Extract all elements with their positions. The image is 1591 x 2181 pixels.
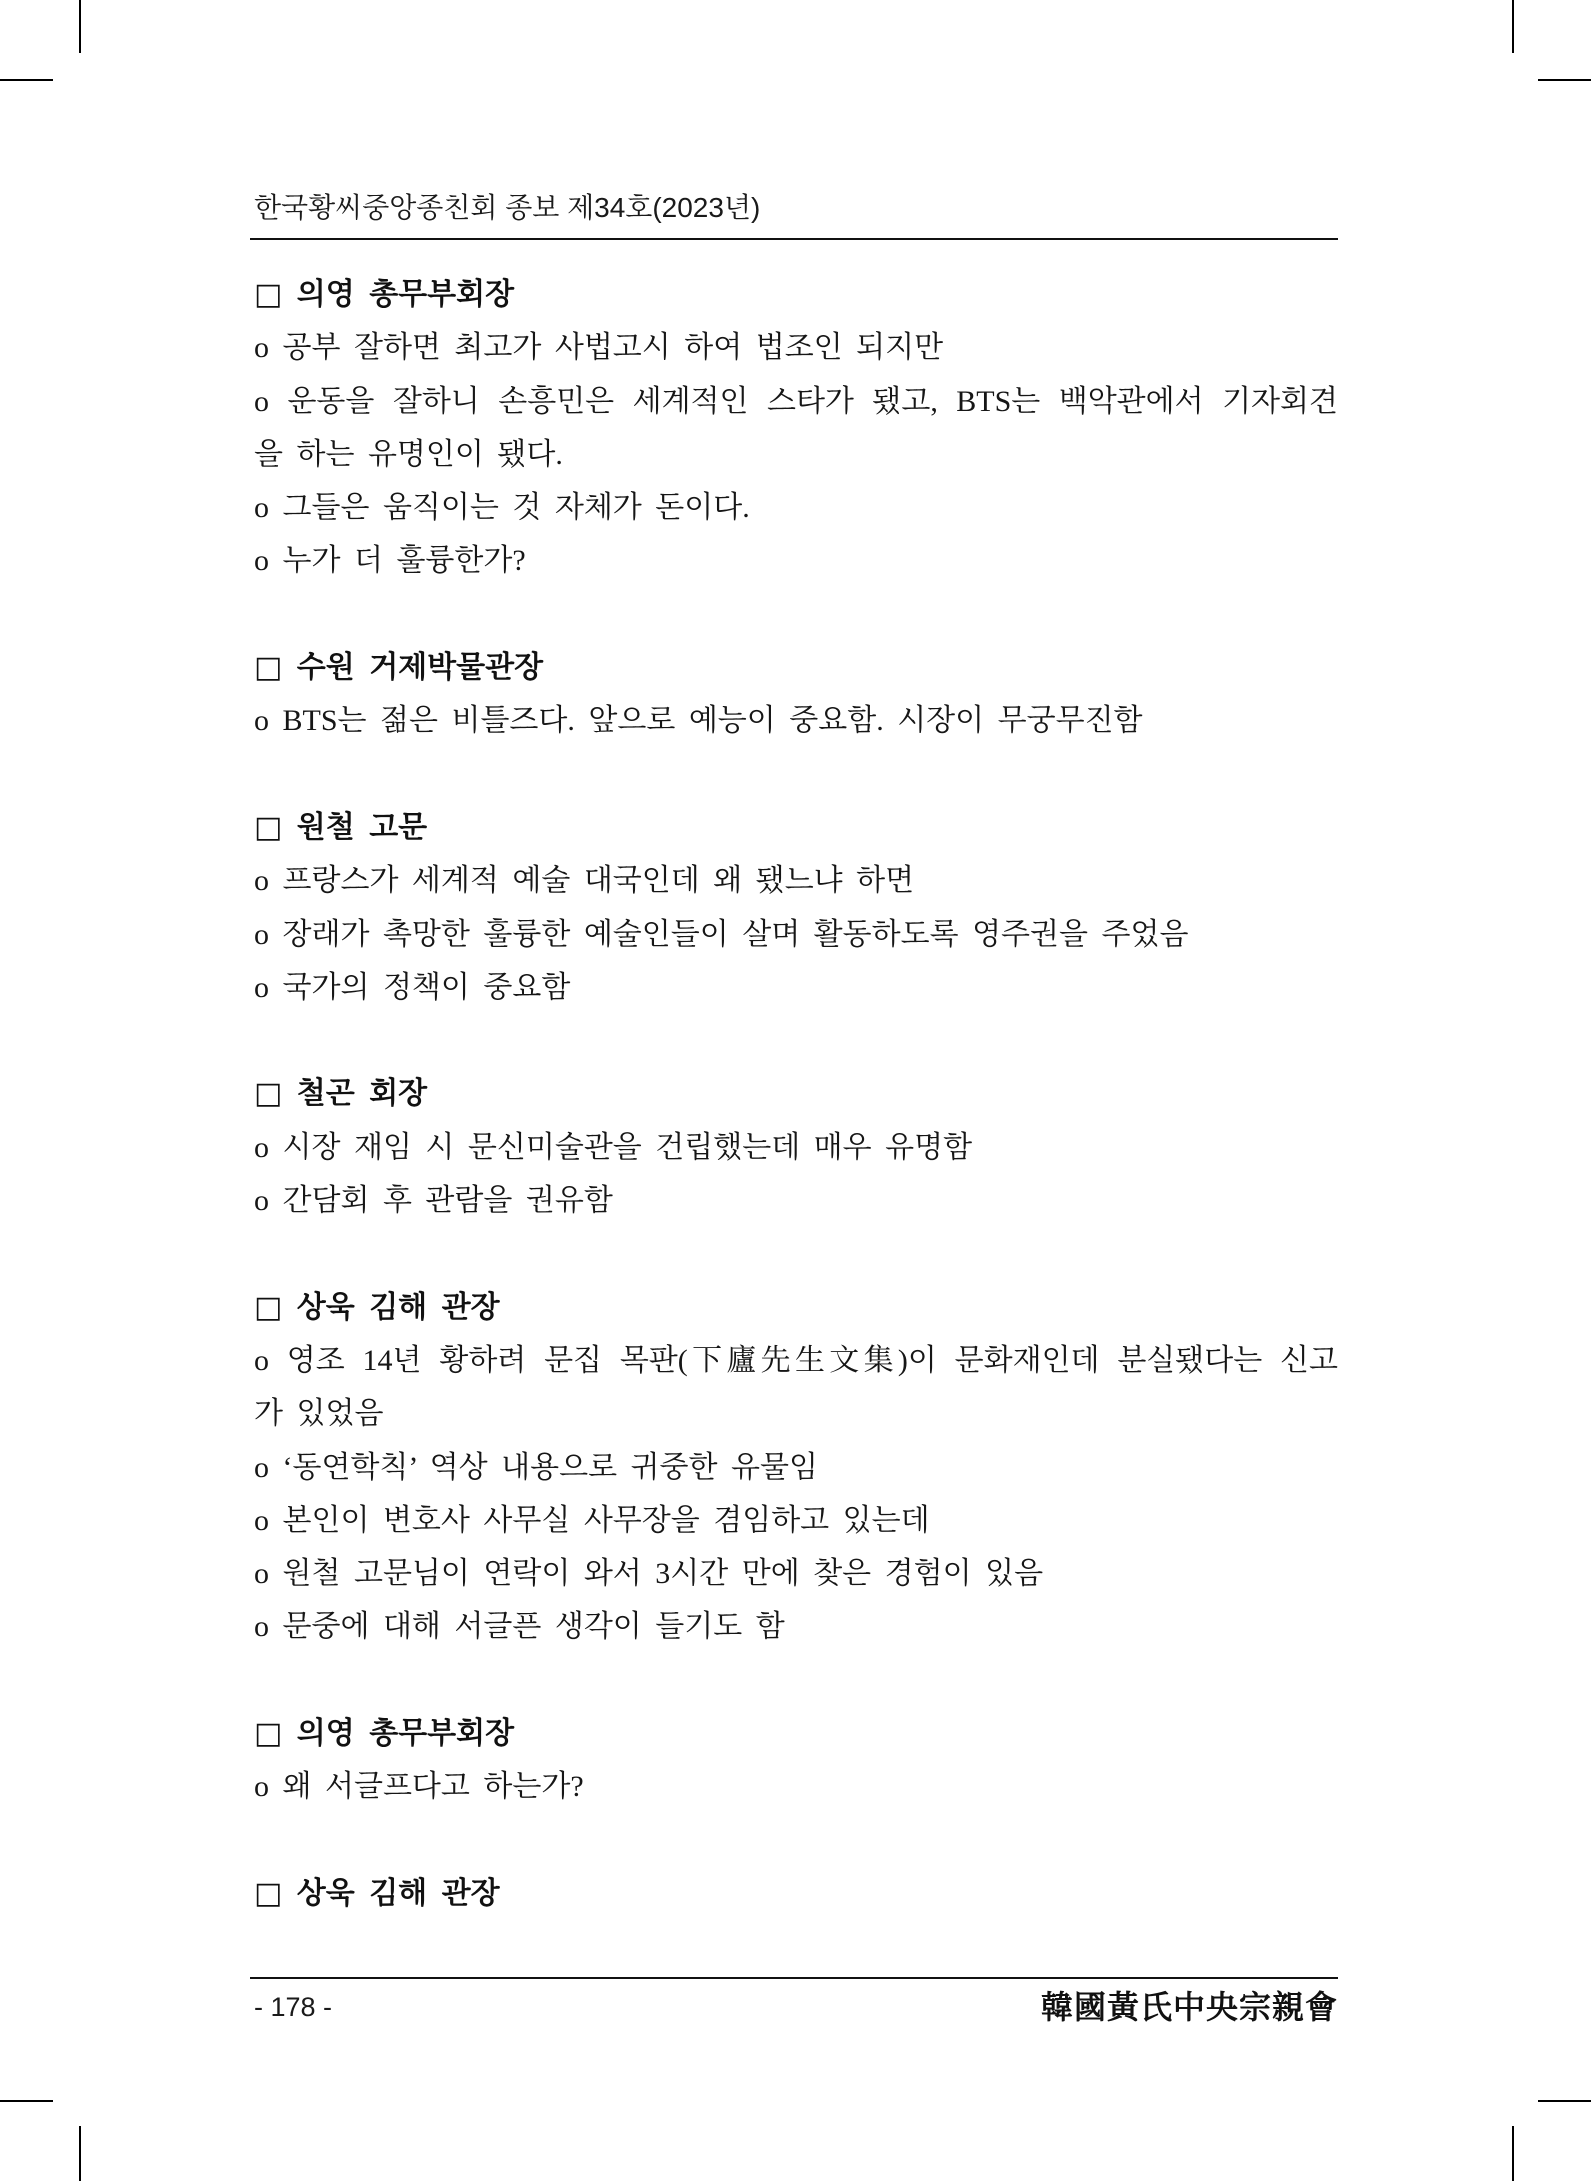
section-heading: □ 수원 거제박물관장 xyxy=(254,650,544,686)
body-line-continuation: 가 있었음 xyxy=(254,1397,384,1431)
crop-mark-bottom-left-vertical xyxy=(79,2126,81,2181)
section-3 xyxy=(254,801,1338,1014)
section-7 xyxy=(254,1867,1338,1920)
body-line-continuation: 을 하는 유명인이 됐다. xyxy=(254,437,563,471)
section-heading: □ 원철 고문 xyxy=(254,809,428,845)
section-2 xyxy=(254,641,1338,748)
section-heading: □ 상욱 김해 관장 xyxy=(254,1875,500,1911)
body-line: o 누가 더 훌륭한가? xyxy=(254,544,526,578)
running-header-title: 한국황씨중앙종친회 종보 제34호(2023년) xyxy=(254,192,761,223)
crop-mark-top-right-horizontal xyxy=(1538,79,1591,81)
body-line: o 공부 잘하면 최고가 사법고시 하여 법조인 되지만 xyxy=(254,331,944,365)
body-line: o 영조 14년 황하려 문집 목판(下廬先生文集)이 문화재인데 분실됐다는 신고 xyxy=(254,1343,1338,1377)
section-heading: □ 의영 총무부회장 xyxy=(254,277,515,312)
crop-mark-bottom-right-vertical xyxy=(1512,2126,1514,2181)
page-number: - 178 - xyxy=(254,1992,333,2022)
crop-mark-top-right-vertical xyxy=(1512,0,1514,53)
body-line: o 그들은 움직이는 것 자체가 돈이다. xyxy=(254,491,750,525)
crop-mark-bottom-right-horizontal xyxy=(1538,2100,1591,2102)
section-4 xyxy=(254,1067,1338,1227)
section-heading: □ 상욱 김해 관장 xyxy=(254,1289,500,1325)
section-5 xyxy=(254,1281,1338,1654)
footer-rule xyxy=(250,1977,1338,1979)
body-line: o 국가의 정책이 중요함 xyxy=(254,970,571,1004)
section-1 xyxy=(254,268,1338,588)
section-heading: □ 의영 총무부회장 xyxy=(254,1716,515,1752)
organization-name-logo: 韓國黃氏中央宗親會 xyxy=(1040,1988,1338,2026)
body-line: o 시장 재임 시 문신미술관을 건립했는데 매우 유명함 xyxy=(254,1130,973,1164)
body-line: o 간담회 후 관람을 권유함 xyxy=(254,1184,613,1218)
body-line: o 문중에 대해 서글픈 생각이 들기도 함 xyxy=(254,1610,785,1644)
crop-mark-top-left-horizontal xyxy=(0,79,53,81)
page-body xyxy=(254,268,1338,1920)
body-line: o 운동을 잘하니 손흥민은 세계적인 스타가 됐고, BTS는 백악관에서 기자회견 xyxy=(254,384,1338,418)
crop-mark-bottom-left-horizontal xyxy=(0,2100,53,2102)
header-rule xyxy=(250,238,1338,240)
body-line: o ‘동연학칙’ 역상 내용으로 귀중한 유물임 xyxy=(254,1450,818,1484)
body-line: o 프랑스가 세계적 예술 대국인데 왜 됐느냐 하면 xyxy=(254,864,915,898)
section-heading: □ 철곤 회장 xyxy=(254,1076,428,1112)
crop-mark-top-left-vertical xyxy=(79,0,81,53)
body-line: o BTS는 젊은 비틀즈다. 앞으로 예능이 중요함. 시장이 무궁무진함 xyxy=(254,704,1143,738)
section-6 xyxy=(254,1707,1338,1814)
body-line: o 장래가 촉망한 훌륭한 예술인들이 살며 활동하도록 영주권을 주었음 xyxy=(254,917,1189,951)
body-line: o 원철 고문님이 연락이 와서 3시간 만에 찾은 경험이 있음 xyxy=(254,1557,1044,1591)
body-line: o 본인이 변호사 사무실 사무장을 겸임하고 있는데 xyxy=(254,1503,930,1537)
body-line: o 왜 서글프다고 하는가? xyxy=(254,1770,584,1804)
